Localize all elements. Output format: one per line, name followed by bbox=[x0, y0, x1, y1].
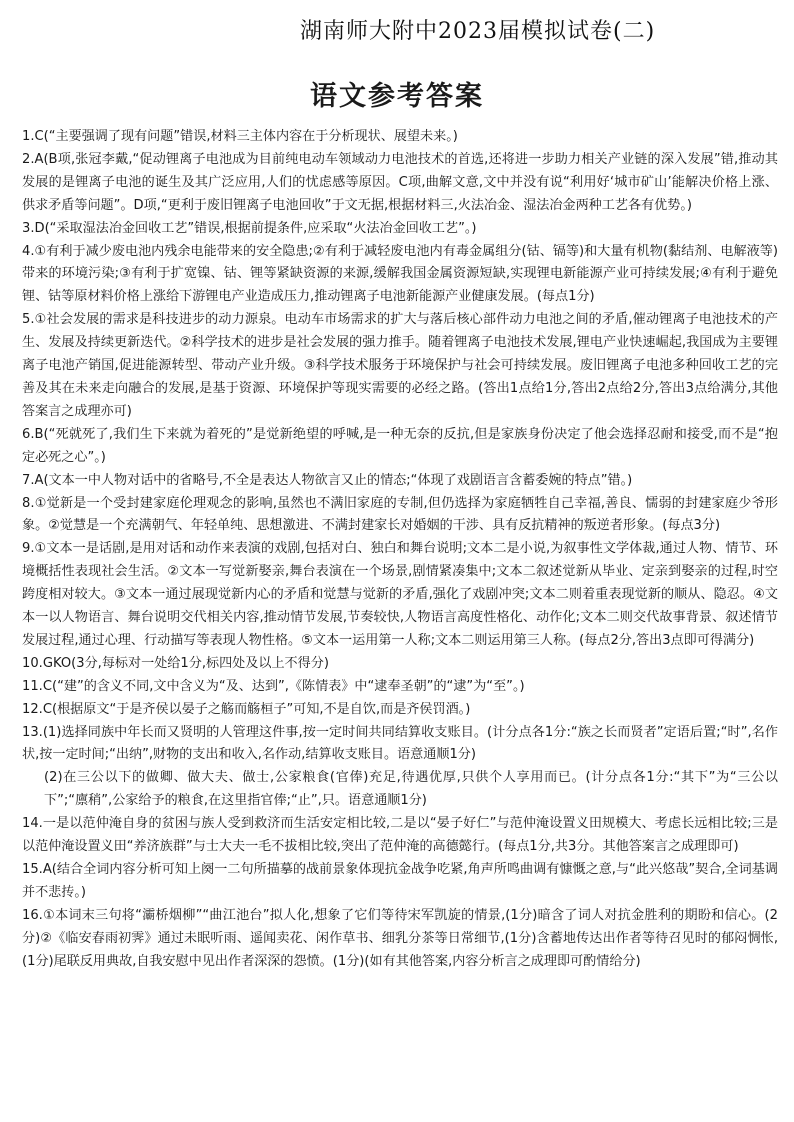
answer-item: 6.B(“死就死了,我们生下来就为着死的”是觉新绝望的呼喊,是一种无奈的反抗,但是家族身份决定了他会选择忍耐和接受,而不是“抱定必死之心”。) bbox=[22, 426, 778, 465]
answer-item: 15.A(结合全词内容分析可知上阕一二句所描摹的战前景象体现抗金战争吃紧,角声所鸣曲调有慷慨之意,与“此兴悠哉”契合,全词基调并不悲抟。) bbox=[22, 862, 778, 900]
answer-subitem: (2)在三公以下的做卿、做大夫、做士,公家粮食(官俸)充足,待遇优厚,只供个人享用而已。(计分点各1分:“其下”为“三公以下”;“廪稍”,公家给予的粮食,在这里指官俸;“止”,只。语意通顺1分) bbox=[44, 770, 778, 809]
answer-item: 11.C(“建”的含义不同,文中含义为“及、达到”,《陈情表》中“逮奉圣朝”的“逮”为“至”。) bbox=[22, 678, 525, 694]
answer-item: 12.C(根据原文“于是齐侯以晏子之觞而觞桓子”可知,不是自饮,而是齐侯罚酒。) bbox=[22, 701, 471, 717]
answer-item: 5.①社会发展的需求是科技进步的动力源泉。电动车市场需求的扩大与落后核心部件动力电池之间的矛盾,催动锂离子电池技术的产生、发展及持续更新迭代。②科学技术的进步是社会发展的强力推手。随着锂离子电池技术发展,锂电产业快速崛起,我国成为主要锂离子电池产销国,促进能源转型、带动产业升级。③科学技术服务于环境保护与社会可持续发展。废旧锂离子电池多种回收工艺的完善及其在未来走向融合的发展,是基于资源、环境保护等现实需要的必经之路。(答出1点给1分,答出2点给2分,答出3点给满分,其他答案言之成理亦可) bbox=[22, 312, 778, 419]
answer-item: 3.D(“采取湿法冶金回收工艺”错误,根据前提条件,应采取“火法冶金回收工艺”。) bbox=[22, 220, 477, 236]
answer-item: 1.C(“主要强调了现有问题”错误,材料三主体内容在于分析现状、展望未来。) bbox=[22, 129, 458, 144]
document-title: 语文参考答案 bbox=[310, 81, 484, 112]
answer-item: 7.A(文本一中人物对话中的省略号,不全是表达人物欲言又止的情态;“体现了戏剧语言含蓄委婉的特点”错。) bbox=[22, 472, 633, 488]
answer-item: 4.①有利于减少废电池内残余电能带来的安全隐患;②有利于减轻废电池内有毒金属组分(钴、镉等)和大量有机物(黏结剂、电解液等)带来的环境污染;③有利于扩宽镍、钴、锂等紧缺资源的来源,缓解我国金属资源短缺,实现锂电新能源产业可持续发展;④有利于避免锂、钴等原材料价格上涨给下游锂电产业造成压力,推动锂离子电池新能源产业健康发展。(每点1分) bbox=[22, 243, 778, 305]
answer-item: 10.GKO(3分,每标对一处给1分,标四处及以上不得分) bbox=[22, 655, 329, 671]
answer-list bbox=[22, 126, 778, 974]
answer-item: 8.①觉新是一个受封建家庭伦理观念的影响,虽然也不满旧家庭的专制,但仍选择为家庭牺牲自己幸福,善良、懦弱的封建家庭少爷形象。②觉慧是一个充满朝气、年轻单纯、思想激进、不满封建家长对婚姻的干涉、具有反抗精神的叛逆者形象。(每点3分) bbox=[22, 495, 778, 534]
exam-header-title: 湖南师大附中2023届模拟试卷(二) bbox=[300, 19, 656, 44]
answer-item: 2.A(B项,张冠李戴,“促动锂离子电池成为目前纯电动车领域动力电池技术的首选,还将进一步助力相关产业链的深入发展”错,推动其发展的是锂离子电池的诞生及其广泛应用,人们的忧虑感等原因。C项,曲解文意,文中并没有说“利用好‘城市矿山’能解决价格上涨、供求矛盾等问题”。D项,“更利于废旧锂离子电池回收”于文无据,根据材料三,火法冶金、湿法冶金两种工艺各有优势。) bbox=[22, 151, 778, 213]
answer-item: 13.(1)选择同族中年长而又贤明的人管理这件事,按一定时间共同结算收支账目。(计分点各1分:“族之长而贤者”定语后置;“时”,名作状,按一定时间;“出纳”,财物的支出和收入,名作动,结算收支账目。语意通顺1分) bbox=[22, 724, 778, 763]
answer-item: 14.一是以范仲淹自身的贫困与族人受到救济而生活安定相比较,二是以“晏子好仁”与范仲淹设置义田规模大、考虑长远相比较;三是以范仲淹设置义田“养济族群”与士大夫一毛不拔相比较,突出了范仲淹的高德懿行。(每点1分,共3分。其他答案言之成理即可) bbox=[22, 816, 778, 855]
answer-item: 16.①本词末三句将“灞桥烟柳”“曲江池台”拟人化,想象了它们等待宋军凯旋的情景,(1分)暗含了词人对抗金胜利的期盼和信心。(2分)②《临安春雨初霁》通过未眠听雨、遥闻卖花、闲作草书、细乳分茶等日常细节,(1分)含蓄地传达出作者等待召见时的郁闷惆怅,(1分)尾联反用典故,自我安慰中见出作者深深的怨愤。(1分)(如有其他答案,内容分析言之成理即可酌情给分) bbox=[22, 907, 778, 969]
answer-item: 9.①文本一是话剧,是用对话和动作来表演的戏剧,包括对白、独白和舞台说明;文本二是小说,为叙事性文学体裁,通过人物、情节、环境概括性表现社会生活。②文本一写觉新娶亲,舞台表演在一个场景,剧情紧凑集中;文本二叙述觉新从毕业、定亲到娶亲的过程,时空跨度相对较大。③文本一通过展现觉新内心的矛盾和觉慧与觉新的矛盾,强化了戏剧冲突;文本二则着重表现觉新的顺从、隐忍。④文本一以人物语言、舞台说明交代相关内容,推动情节发展,节奏较快,人物语言高度性格化、动作化;文本二则交代故事背景、叙述情节发展过程,通过心理、行动描写等表现人物性格。⑤文本一运用第一人称;文本二则运用第三人称。(每点2分,答出3点即可得满分) bbox=[22, 541, 778, 648]
